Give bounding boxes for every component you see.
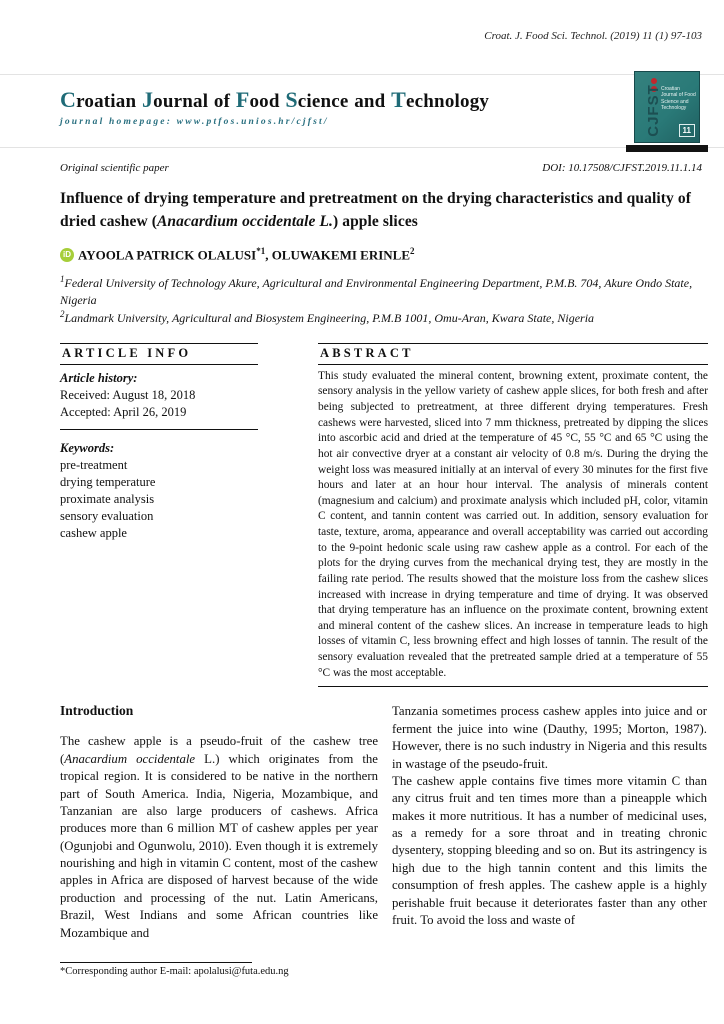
right-column <box>392 703 707 977</box>
author-2-mark: 2 <box>410 245 415 256</box>
keyword: proximate analysis <box>60 492 155 507</box>
journal-title <box>60 87 724 113</box>
cover-issue-number: 11 <box>679 124 695 137</box>
affiliation-2: $^2$Landmark University, Agricultural and Biosystem Engineering, P.M.B 1001, Omu-Aran, Kwara State, Nigeria <box>60 309 595 326</box>
article-info-column <box>60 343 258 542</box>
cover-shadow-bar <box>626 145 708 152</box>
article-history <box>60 365 258 421</box>
abstract-column <box>318 343 708 688</box>
author-2: OLUWAKEMI ERINLE <box>271 247 411 263</box>
keyword: sensory evaluation <box>60 508 154 523</box>
received-date: Received: August 18, 2018 <box>60 387 196 402</box>
journal-title-word: Technology <box>391 87 490 112</box>
body-columns <box>0 687 724 977</box>
left-column-text <box>60 733 378 942</box>
keywords-divider <box>60 429 258 430</box>
orcid-icon[interactable]: iD <box>60 248 74 262</box>
running-head: Croat. J. Food Sci. Technol. (2019) 11 (1) 97-103 <box>484 30 702 42</box>
affiliations <box>0 263 724 327</box>
article-history-label: Article history: <box>60 370 138 385</box>
journal-cover-thumbnail <box>634 71 700 143</box>
affiliation-1: $^1$Federal University of Technology Akure, Agricultural and Environmental Engineering Department, P.M.B. 704, Akure Ondo State, Nigeria <box>60 274 693 307</box>
abstract-text: This study evaluated the mineral content, browning extent, proximate content, the sensory analysis in the yellow variety of cashew apple slices, for both fresh and after being subjected to pretreatment, at three different drying temperatures. Fresh cashews were harvested, sliced into 7 mm thickness, pretreated by dipping the slices into ascorbic acid and dried at the temperature of 45 °C, 55 °C and 65 °C using the hot air convective dryer at a constant air velocity of 0.8 m/s. During the drying the weight loss was measured initially at an interval of every 30 minutes for the first five hours and later at an hour hour interval. The analysis of minerals content (magnesium and calcium) and proximate analysis which included pH, color, vitamin C content, and tannin content was carried out. In addition, sensory evaluation for taste, texture, aroma, appearance and overall acceptability was carried out according to the 9-point hedonic scale using raw cashew apple as a control. For each of the plots for the drying curves from the mechanical drying test, they are mostly in the failing rate period. The results showed that the moisture loss from the cashew slices increased with increase in drying temperature and time of drying. It was observed that drying temperature has an influence on the proximate content, browning extent and mineral content of the cashew slices. An increase in temperature leads to high losses of vitamin C, less browning effect and high losses of tannin. The result of the sensory evaluation revealed that the pretreated sample dried at a temperature of 55 °C was the most acceptable. <box>318 365 708 688</box>
journal-masthead <box>0 74 724 148</box>
keywords-label: Keywords: <box>60 441 115 456</box>
article-info-heading: ARTICLE INFO <box>60 343 258 365</box>
author-1-mark: *1 <box>256 245 266 256</box>
info-abstract-section <box>0 327 724 688</box>
journal-title-word: Food <box>235 87 280 112</box>
corresponding-author-footnote <box>60 962 378 977</box>
corresponding-email-link[interactable]: apolalusi@futa.edu.ng <box>193 966 289 978</box>
species-name: Anacardium occidentale <box>64 751 196 766</box>
accepted-date: Accepted: April 26, 2019 <box>60 404 187 419</box>
paper-type-label: Original scientific paper <box>60 162 169 174</box>
introduction-heading: Introduction <box>60 703 134 719</box>
author-names: AYOOLA PATRICK OLALUSI$^{*1}$, OLUWAKEMI ERINLE$^2$ <box>78 245 415 263</box>
paragraph: The cashew apple contains five times more vitamin C than any citrus fruit and ten times more than a pineapple which makes it more nutritious. It has a number of medicinal uses, as a remedy for a sore throat and in treating chronic dysentery, stopping bleeding and so on. But its astringency is high due to the high tannin content and this limits the consumption of fresh apples. The cashew apple is a highly perishable fruit because it deteriorates faster than any other fruit. To avoid the loss and waste of <box>392 773 707 928</box>
cover-acronym: CJFST <box>644 84 662 137</box>
journal-homepage-url[interactable]: journal homepage: www.ptfos.unios.hr/cjfst/ <box>60 117 329 127</box>
keyword: drying temperature <box>60 475 156 490</box>
cover-small-title: Croatian Journal of Food Science and Technology <box>661 86 696 111</box>
keywords-list <box>60 457 258 541</box>
doi-link[interactable]: DOI: 10.17508/CJFST.2019.11.1.14 <box>542 162 702 174</box>
journal-title-word: Journal <box>141 87 209 112</box>
paragraph: Tanzania sometimes process cashew apples into juice and or ferment the juice into wine (Dauthy, 1995; Morton, 1987). However, there is no such industry in Nigeria and this results in wastage of the pseudo-fruit. <box>392 704 707 771</box>
keywords-block <box>60 435 258 541</box>
keyword: pre-treatment <box>60 458 128 473</box>
keyword: cashew apple <box>60 525 127 540</box>
journal-title-word: Croatian <box>60 87 137 112</box>
journal-title-word: Science <box>285 87 349 112</box>
left-column <box>60 703 378 977</box>
journal-title-word: of <box>213 91 231 112</box>
authors-row <box>0 234 724 263</box>
meta-row <box>0 148 724 174</box>
article-title: Influence of drying temperature and pretreatment on the drying characteristics and quality of dried cashew (Anacardium occidentale L.) apple slices <box>60 190 691 230</box>
author-1: AYOOLA PATRICK OLALUSI <box>78 247 257 263</box>
journal-title-word: and <box>354 91 386 112</box>
paragraph: The cashew apple is a pseudo-fruit of the cashew tree (Anacardium occidentale L.) which originates from the tropical region. It is considered to be native in the northern part of South America. India, Nigeria, Mozambique, and Tanzanian are also large producers of cashews. Africa produces more than 6 million MT of cashew apples per year (Ogunjobi and Ogunwolu, 2010). Even though it is extremely nourishing and high in vitamin C content, most of the cashew apples in Africa are disposed of harvest because of the wide production and processing of the nut. Latin Americans, Brazil, West Indians and some African countries like Mozambique and <box>60 734 378 940</box>
abstract-heading: ABSTRACT <box>318 343 708 365</box>
species-name: Anacardium occidentale L. <box>156 212 333 230</box>
footnote-text: *Corresponding author E-mail: apolalusi@futa.edu.ng <box>60 966 289 978</box>
